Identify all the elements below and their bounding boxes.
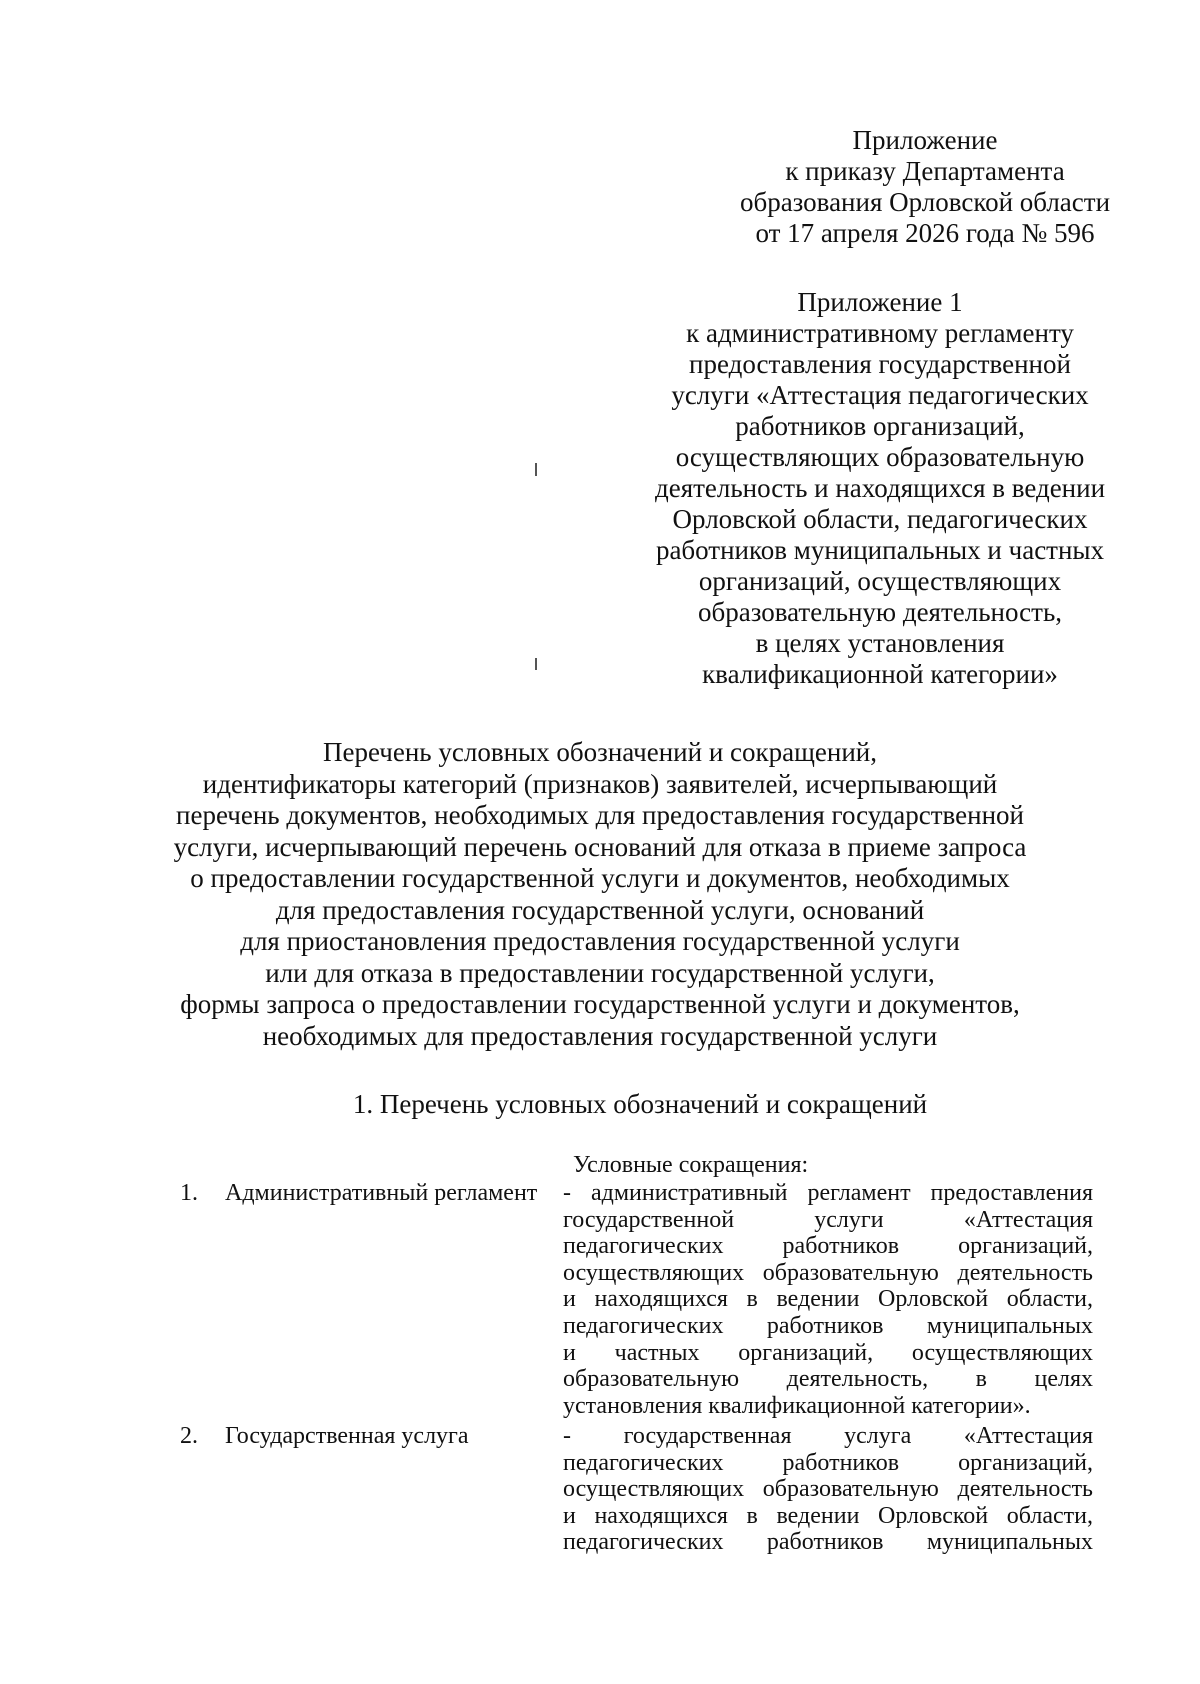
annex-line: работников муниципальных и частных	[655, 535, 1105, 565]
definition-line: осуществляющих образовательную деятельность	[563, 1259, 1093, 1286]
definition-line: - государственная услуга «Аттестация	[563, 1423, 1093, 1449]
entry-number: 2.	[180, 1423, 198, 1449]
annex-line: Орловской области, педагогических	[672, 504, 1088, 534]
heading-line: услуги, исчерпывающий перечень оснований для отказа в приеме запроса	[173, 831, 1027, 862]
heading-line: перечень документов, необходимых для предоставления государственной	[176, 800, 1024, 830]
definition-line: и находящихся в ведении Орловской области,	[563, 1502, 1093, 1529]
annex-line: к административному регламенту	[686, 318, 1074, 348]
scan-artifact	[535, 463, 537, 476]
annex-line: квалификационной категории»	[702, 659, 1058, 689]
definition-line: государственной услуги «Аттестация	[563, 1206, 1093, 1233]
appendix-line: образования Орловской области	[739, 187, 1111, 217]
annex-reference	[640, 287, 1120, 690]
definition-line: педагогических работников организаций,	[563, 1233, 1093, 1260]
appendix-line: Приложение	[852, 125, 998, 155]
abbreviations-caption: Условные сокращения:	[573, 1152, 809, 1178]
heading-line: формы запроса о предоставлении государственной услуги и документов,	[180, 989, 1020, 1019]
heading-line: необходимых для предоставления государственной услуги	[262, 1020, 938, 1051]
annex-line: организаций, осуществляющих	[698, 566, 1062, 596]
definition-line: педагогических работников муниципальных	[563, 1312, 1093, 1339]
definition-line: образовательную деятельность, в целях	[563, 1366, 1093, 1393]
annex-line: деятельность и находящихся в ведении	[654, 473, 1106, 503]
definition-line: установления квалификационной категории».	[563, 1392, 1031, 1419]
appendix-reference	[705, 125, 1145, 249]
entry-number: 1.	[180, 1180, 198, 1206]
definition-line: педагогических работников организаций,	[563, 1449, 1093, 1476]
annex-line: предоставления государственной	[689, 349, 1071, 379]
annex-line: осуществляющих образовательную	[675, 442, 1085, 472]
heading-line: Перечень условных обозначений и сокращений,	[323, 737, 877, 767]
section-title: 1. Перечень условных обозначений и сокращений	[352, 1089, 928, 1119]
entry-definition	[563, 1180, 1093, 1419]
scan-artifact	[535, 658, 537, 670]
definition-line: и находящихся в ведении Орловской области,	[563, 1286, 1093, 1313]
entry-definition	[563, 1423, 1093, 1556]
annex-line: в целях установления	[755, 628, 1005, 658]
definition-line: педагогических работников муниципальных	[563, 1529, 1093, 1556]
heading-line: для приостановления предоставления государственной услуги	[240, 926, 960, 956]
definition-line: и частных организаций, осуществляющих	[563, 1339, 1093, 1366]
document-heading	[130, 737, 1070, 1052]
annex-line: Приложение 1	[797, 287, 963, 317]
appendix-line: к приказу Департамента	[785, 156, 1065, 186]
annex-line: образовательную деятельность,	[697, 597, 1063, 627]
heading-line: о предоставлении государственной услуги и документов, необходимых	[190, 863, 1010, 893]
heading-line: идентификаторы категорий (признаков) заявителей, исчерпывающий	[202, 768, 998, 799]
entry-term: Государственная услуга	[225, 1423, 469, 1449]
heading-line: для предоставления государственной услуги, оснований	[275, 894, 925, 925]
annex-line: работников организаций,	[735, 411, 1025, 441]
entry-term: Административный регламент	[225, 1180, 538, 1206]
appendix-line: от 17 апреля 2026 года № 596	[755, 218, 1095, 248]
annex-line: услуги «Аттестация педагогических	[671, 380, 1089, 410]
definition-line: осуществляющих образовательную деятельность	[563, 1476, 1093, 1503]
heading-line: или для отказа в предоставлении государственной услуги,	[265, 957, 935, 988]
definition-line: - административный регламент предоставления	[563, 1180, 1093, 1206]
